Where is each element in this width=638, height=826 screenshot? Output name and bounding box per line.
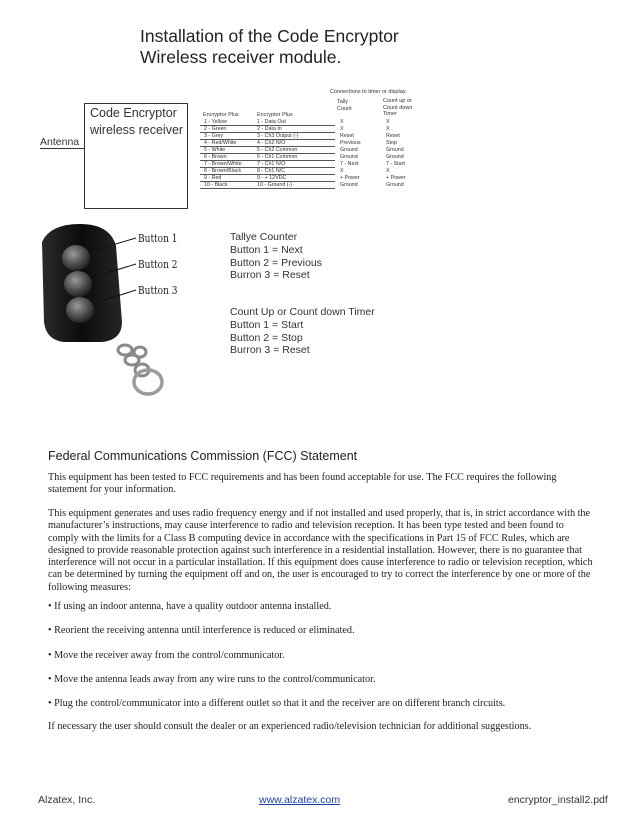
fcc-paragraph-1: This equipment has been tested to FCC requirements and has been found acceptable for use. The FCC requires the following statement for your information.	[48, 472, 557, 496]
wire-line	[200, 167, 335, 168]
tally-button-3: Burron 3 = Reset	[230, 269, 310, 282]
key-ring-chain	[118, 345, 162, 394]
footer-link-wrapper	[259, 794, 340, 806]
timer-terminal: + Power	[386, 175, 406, 181]
footer-company: Alzatex, Inc.	[38, 794, 96, 806]
fcc-heading: Federal Communications Commission (FCC) Statement	[48, 449, 358, 463]
wire-signal: 3 - Ch3 Output (-)	[257, 133, 299, 139]
timer-terminal: X	[386, 168, 390, 174]
wire-color: 6 - Brown	[204, 154, 227, 160]
antenna-label: Antenna	[40, 136, 80, 148]
wire-signal: 4 - Ch2 N/O	[257, 140, 286, 146]
wire-line	[200, 153, 335, 154]
receiver-label-line-1: Code Encryptor	[90, 106, 177, 120]
tally-instructions	[230, 231, 322, 282]
wire-signal: 9 - + 12VDC	[257, 175, 287, 181]
tally-terminal: X	[340, 119, 344, 125]
wire-line	[200, 174, 335, 175]
wire-color: 1 - Yellow	[204, 119, 227, 125]
tally-button-2: Button 2 = Previous	[230, 256, 322, 269]
footer-filename: encryptor_install2.pdf	[508, 794, 608, 806]
website-link[interactable]: www.alzatex.com	[259, 794, 341, 806]
tally-terminal: Ground	[340, 154, 358, 160]
timer-button-3: Burron 3 = Reset	[230, 344, 310, 357]
fcc-bullet: • If using an indoor antenna, have a quality outdoor antenna installed.	[48, 601, 332, 612]
title-line-1: Installation of the Code Encryptor	[140, 26, 399, 46]
wire-color: 2 - Green	[204, 126, 227, 132]
timer-terminal: X	[386, 126, 390, 132]
wire-color: 7 - Brown/White	[204, 161, 242, 167]
fcc-bullet: • Plug the control/communicator into a different outlet so that it and the receiver are on different branch circuits.	[48, 698, 506, 709]
tally-terminal: Ground	[340, 182, 358, 188]
tally-terminal: Reset	[340, 133, 354, 139]
fcc-paragraph-2: This equipment generates and uses radio frequency energy and if not installed and used properly, that is, in strict accordance with the manufacturer’s instructions, may cause interference to radio and television reception. It has been type tested and been found to comply with the limits for a Class B computing device in accordance with the specifications in Part 15 of FCC Rules, which are designed to provide reasonable protection against such interference in a residential installation. However, there is no guarantee that interference will not occur in a particular installation. If this equipment does cause interference to radio or television reception, which can be determined by turning the equipment off and on, the user is encouraged to try to correct the interference by one or more of the following measures:	[48, 508, 593, 593]
remote-button-1	[62, 245, 90, 271]
wire-signal: 1 - Data Out	[257, 119, 286, 125]
tally-button-1: Button 1 = Next	[230, 243, 303, 256]
fcc-bullet: • Reorient the receiving antenna until interference is reduced or eliminated.	[48, 625, 355, 636]
wire-signal: 7 - Ch1 N/O	[257, 161, 286, 167]
fcc-closing: If necessary the user should consult the dealer or an experienced radio/television technician for additional suggestions.	[48, 721, 532, 732]
receiver-label-line-2: wireless receiver	[90, 123, 184, 137]
wire-line	[200, 188, 335, 189]
tally-header-line-2: Count	[337, 105, 352, 112]
button-3-label: Button 3	[138, 284, 178, 297]
fcc-bullet: • Move the receiver away from the control/communicator.	[48, 650, 285, 661]
timer-terminal: Ground	[386, 182, 404, 188]
tally-terminal: + Power	[340, 175, 360, 181]
wire-line	[200, 132, 335, 133]
wire-line	[200, 160, 335, 161]
timer-terminal: X	[386, 119, 390, 125]
wire-line	[200, 181, 335, 182]
wire-line	[200, 146, 335, 147]
tally-terminal: Previous	[340, 140, 361, 146]
timer-terminal: Ground	[386, 147, 404, 153]
wire-line	[200, 125, 335, 126]
title-line-2: Wireless receiver module.	[140, 47, 342, 67]
wire-signal-header: Encryptor Plus	[257, 112, 293, 118]
button-1-label: Button 1	[138, 232, 178, 245]
remote-fob-image	[30, 222, 180, 400]
timer-terminal: Ground	[386, 154, 404, 160]
countup-header-line-2: Count down	[383, 104, 413, 111]
antenna-wire	[40, 148, 84, 149]
countup-header-line-3: Timer	[383, 111, 397, 117]
wire-color: 4 - Red/White	[204, 140, 237, 146]
tally-terminal: X	[340, 168, 344, 174]
wire-signal: 6 - Ch1 Common	[257, 154, 298, 160]
button-2-label: Button 2	[138, 258, 178, 271]
tally-terminal: 7 - Next	[340, 161, 359, 167]
wire-color: 9 - Red	[204, 175, 222, 181]
tally-terminal: Ground	[340, 147, 358, 153]
countup-header	[383, 98, 412, 118]
remote-button-3	[66, 297, 94, 323]
wire-color: 5 - White	[204, 147, 226, 153]
connections-header: Connections to timer or display.	[330, 89, 407, 95]
wire-color: 3 - Grey	[204, 133, 224, 139]
wire-signal: 2 - Data In	[257, 126, 282, 132]
wire-signal: 5 - Ch2 Common	[257, 147, 298, 153]
timer-heading: Count Up or Count down Timer	[230, 306, 375, 318]
wire-color: 10 - Black	[204, 182, 228, 188]
wire-line	[200, 139, 335, 140]
timer-terminal: 7 - Start	[386, 161, 405, 167]
timer-terminal: Reset	[386, 133, 400, 139]
countup-header-line-1: Count up or	[383, 98, 412, 104]
timer-terminal: Stop	[386, 140, 397, 146]
tally-terminal: X	[340, 126, 344, 132]
fcc-bullet: • Move the antenna leads away from any wire runs to the control/communicator.	[48, 674, 376, 685]
wire-color-header: Encryptor Plus	[203, 112, 239, 118]
page-title	[140, 26, 399, 68]
timer-button-1: Button 1 = Start	[230, 318, 304, 331]
tally-header	[337, 99, 352, 112]
wire-signal: 10 - Ground (-)	[257, 182, 293, 188]
tally-header-line-1: Tally	[337, 99, 349, 105]
wire-color: 8 - Brown/Black	[204, 168, 242, 174]
wire-signal: 8 - Ch1 N/C	[257, 168, 285, 174]
timer-button-2: Button 2 = Stop	[230, 331, 303, 344]
timer-instructions	[230, 306, 375, 357]
receiver-label	[90, 105, 183, 139]
tally-heading: Tallye Counter	[230, 231, 298, 243]
remote-button-2	[64, 271, 92, 297]
